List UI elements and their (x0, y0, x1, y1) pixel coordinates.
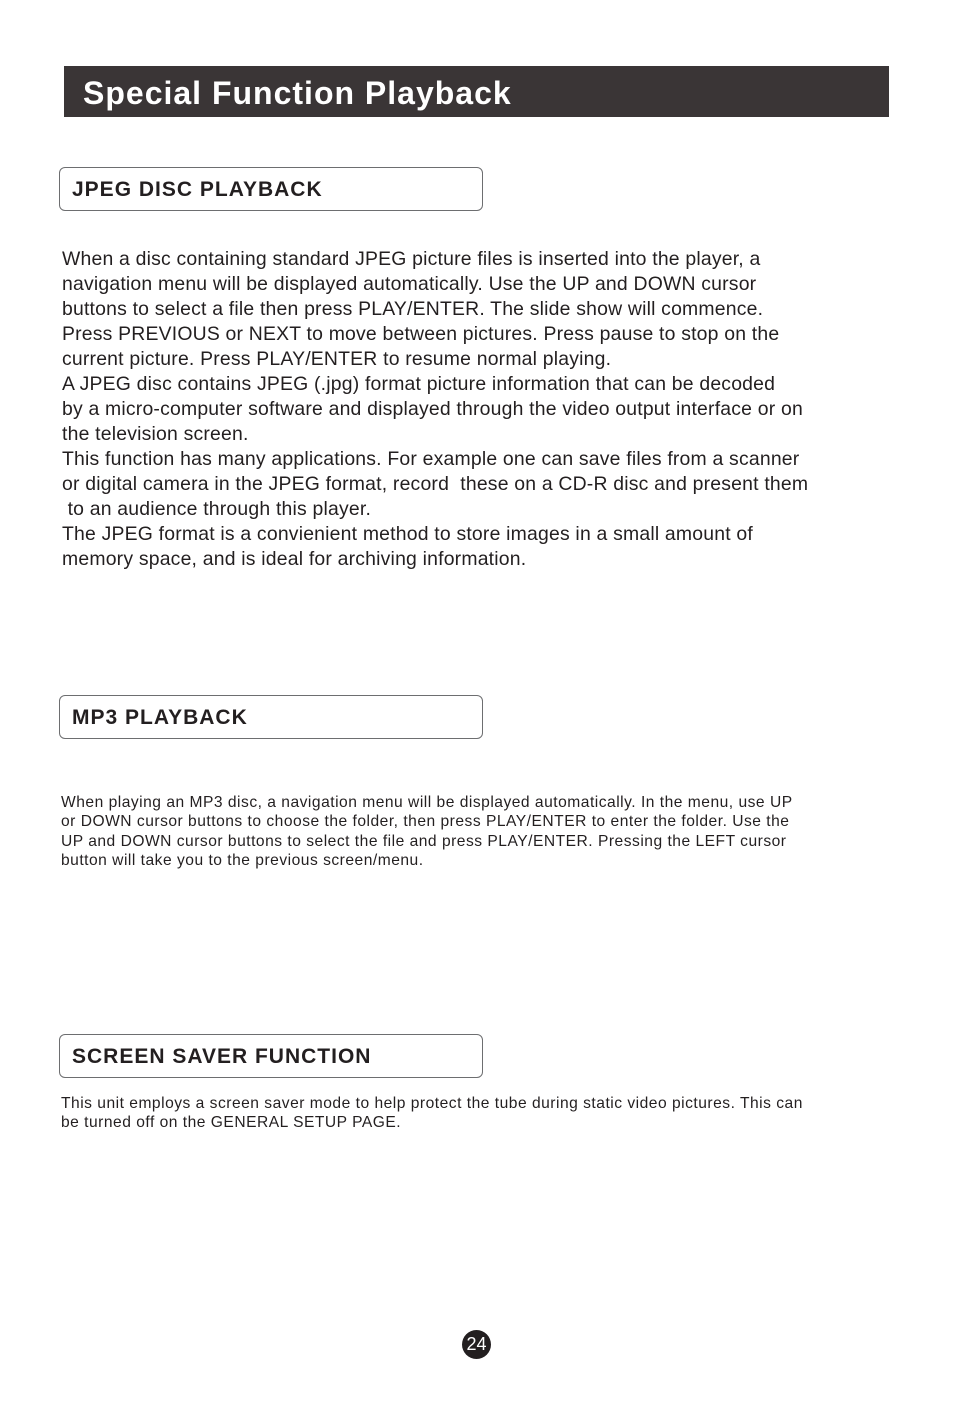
page-title: Special Function Playback (83, 75, 512, 111)
section-heading-box-mp3 (59, 695, 483, 739)
page-number-badge: 24 (462, 1330, 491, 1359)
section-heading-mp3: MP3 PLAYBACK (72, 706, 248, 729)
mp3-description (61, 793, 911, 871)
paragraph-line: buttons to select a file then press PLAY/ENTER. The slide show will commence. (62, 298, 764, 320)
section-heading-box-jpeg (59, 167, 483, 211)
paragraph-line: button will take you to the previous screen/menu. (61, 852, 424, 870)
paragraph-line: to an audience through this player. (62, 498, 372, 520)
paragraph-line: Press PREVIOUS or NEXT to move between pictures. Press pause to stop on the (62, 323, 780, 345)
paragraph-line: When playing an MP3 disc, a navigation menu will be displayed automatically. In the menu, use UP (61, 794, 793, 811)
paragraph-line: navigation menu will be displayed automatically. Use the UP and DOWN cursor (62, 273, 757, 295)
paragraph-line: This unit employs a screen saver mode to help protect the tube during static video pictures. This can (61, 1095, 803, 1112)
section-heading-jpeg: JPEG DISC PLAYBACK (72, 178, 323, 201)
section-heading-box-screensaver (59, 1034, 483, 1078)
jpeg-description (62, 247, 912, 572)
paragraph-line: or digital camera in the JPEG format, record these on a CD-R disc and present them (62, 473, 809, 495)
paragraph-line: This function has many applications. For example one can save files from a scanner (62, 448, 800, 470)
paragraph-line: or DOWN cursor buttons to choose the folder, then press PLAY/ENTER to enter the folder. Use the (61, 813, 790, 831)
paragraph-line: the television screen. (62, 423, 249, 445)
paragraph-line: UP and DOWN cursor buttons to select the file and press PLAY/ENTER. Pressing the LEFT cursor (61, 832, 787, 850)
paragraph-line: current picture. Press PLAY/ENTER to resume normal playing. (62, 348, 612, 370)
paragraph-line: A JPEG disc contains JPEG (.jpg) format picture information that can be decoded (62, 373, 776, 395)
paragraph-line: When a disc containing standard JPEG picture files is inserted into the player, a (62, 248, 761, 270)
section-heading-screensaver: SCREEN SAVER FUNCTION (72, 1045, 372, 1068)
page-title-bar (64, 66, 889, 117)
screensaver-description (61, 1094, 911, 1133)
paragraph-line: by a micro-computer software and displayed through the video output interface or on (62, 398, 803, 420)
paragraph-line: The JPEG format is a convienient method to store images in a small amount of (62, 523, 753, 545)
paragraph-line: be turned off on the GENERAL SETUP PAGE. (61, 1114, 402, 1132)
paragraph-line: memory space, and is ideal for archiving information. (62, 548, 527, 570)
